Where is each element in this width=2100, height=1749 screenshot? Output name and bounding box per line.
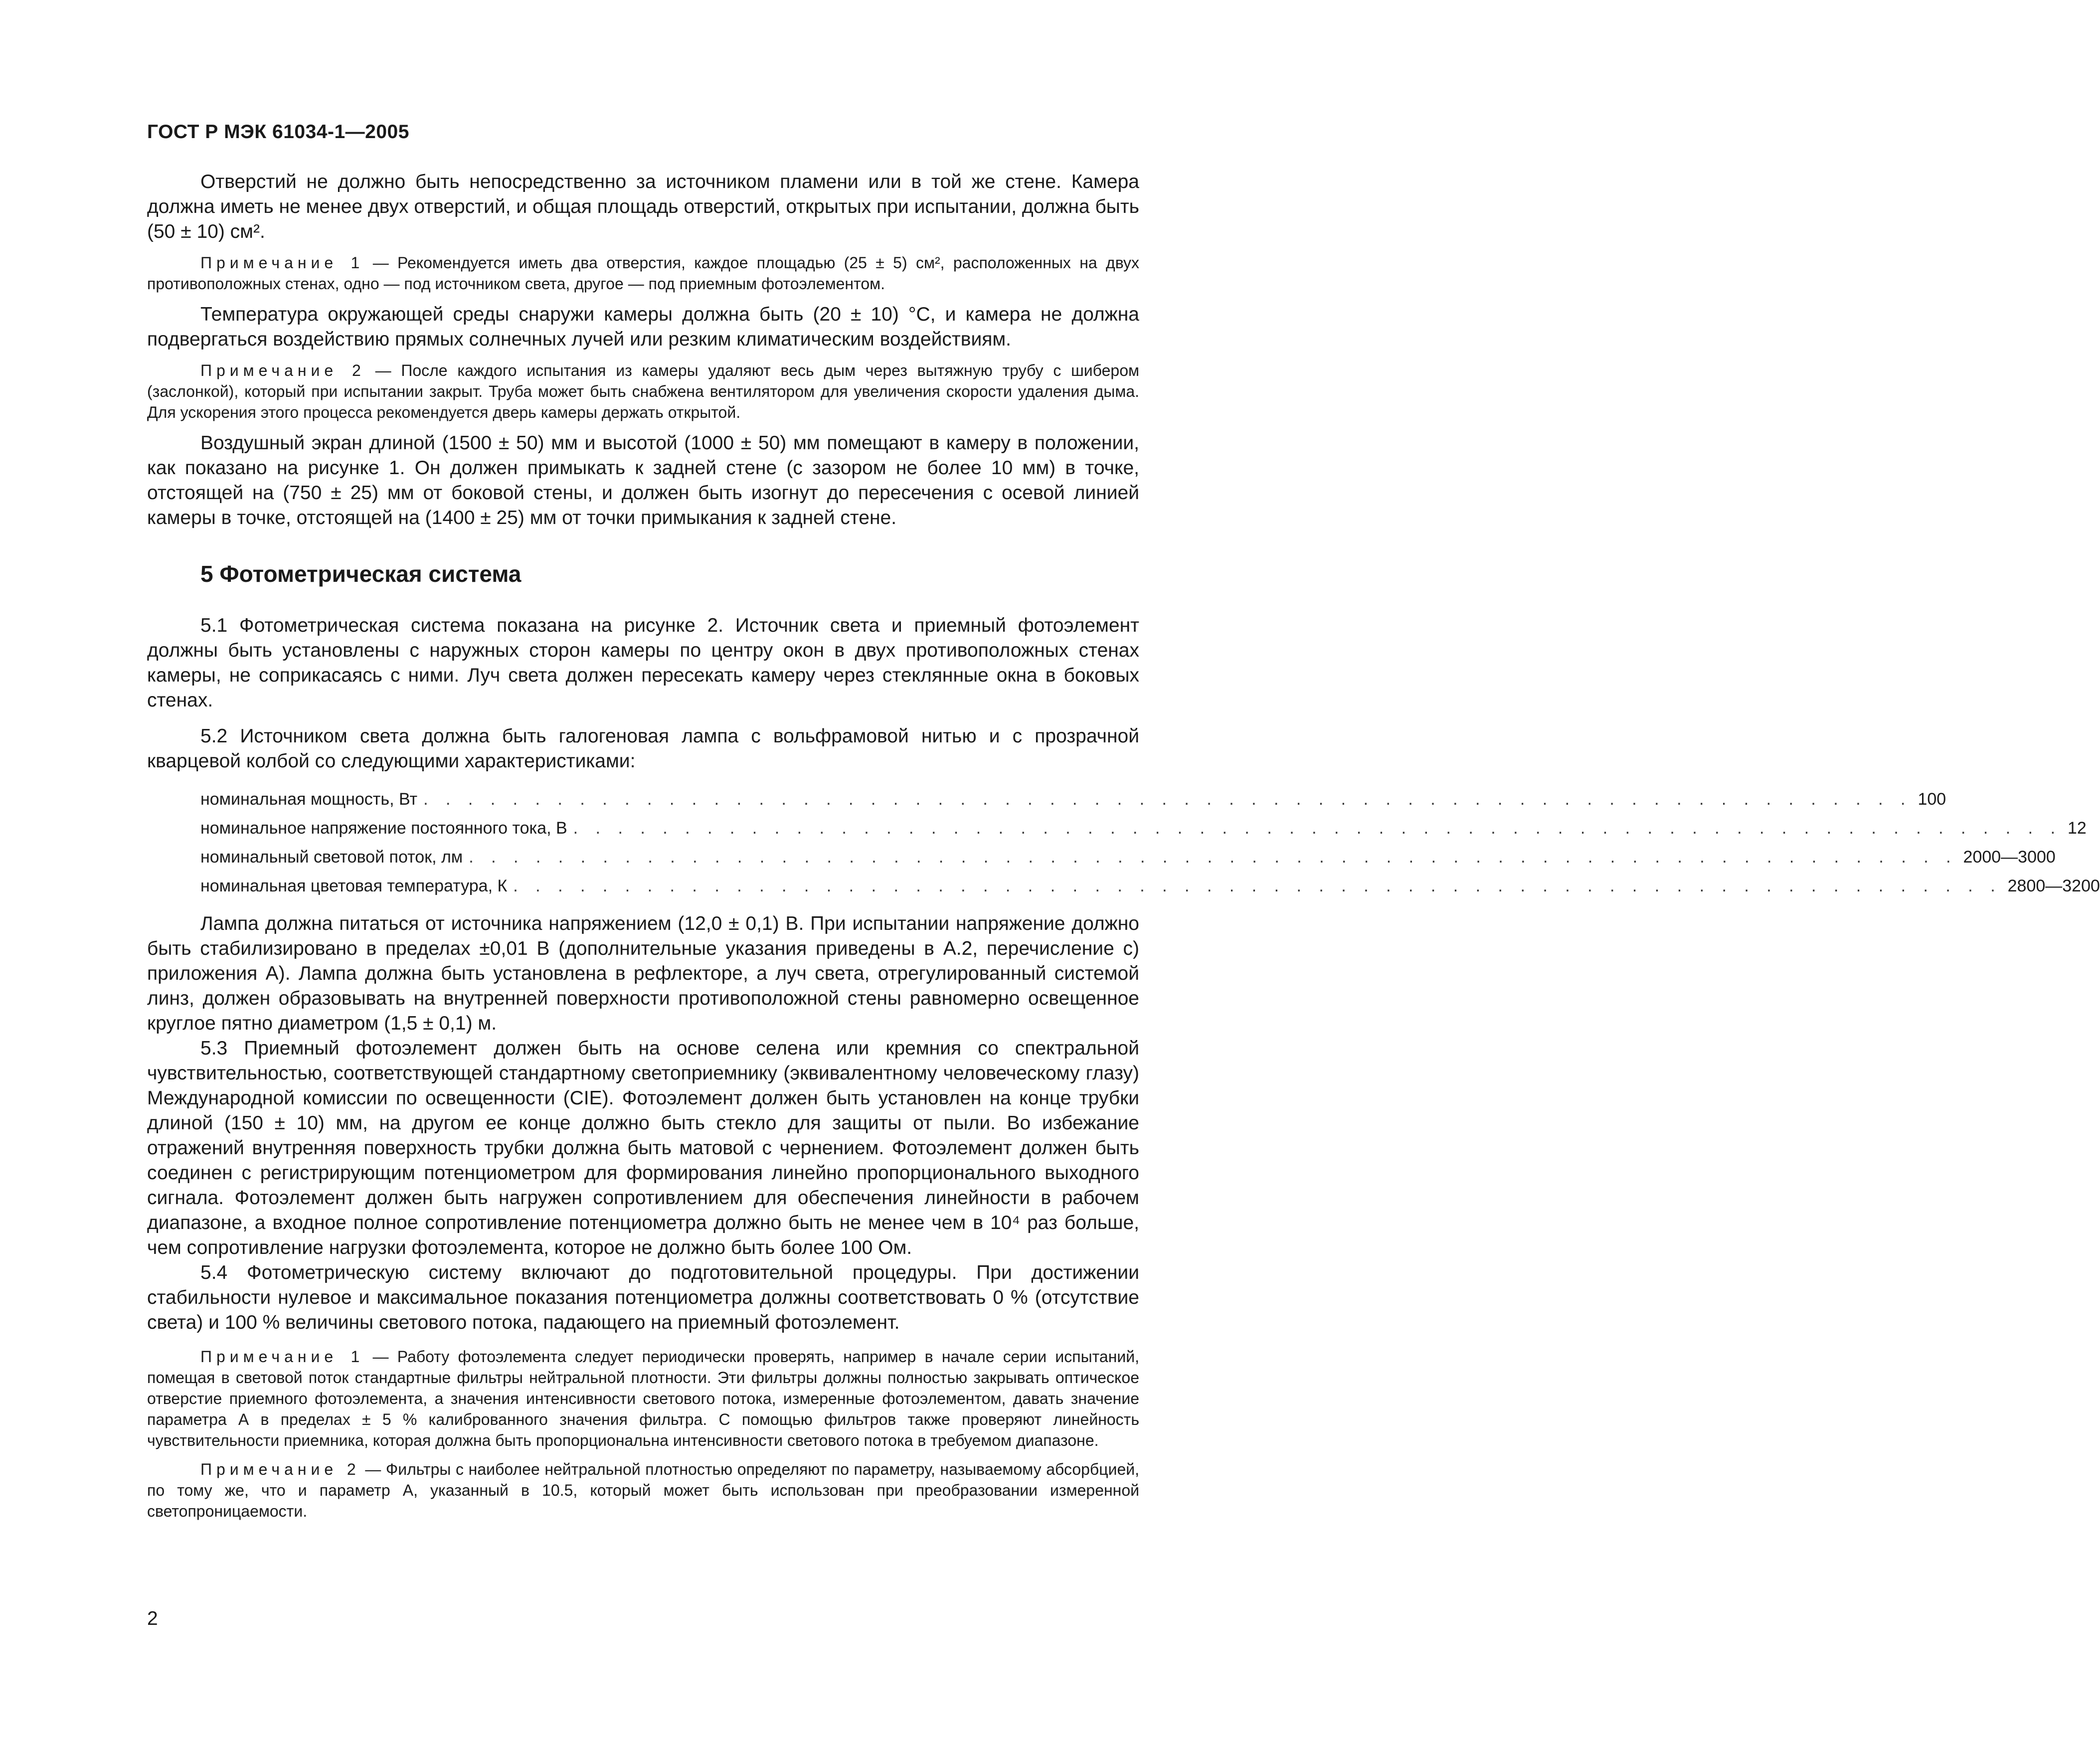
spec-row	[200, 843, 2056, 872]
spec-row	[200, 814, 2087, 843]
page-number: 2	[147, 1608, 158, 1629]
paragraph-lamp-power: Лампа должна питаться от источника напряжением (12,0 ± 0,1) В. При испытании напряжение должно быть стабилизировано в пределах ±0,01 В (дополнительные указания приведены в А.2, перечисление с) приложения А). Лампа должна быть установлена в рефлекторе, а луч света, отрегулированный системой линз, должен образовывать на внутренней поверхности противоположной стены равномерно освещенное круглое пятно диаметром (1,5 ± 0,1) м.	[147, 913, 1139, 1034]
clause-5-2: 5.2 Источником света должна быть галогеновая лампа с вольфрамовой нитью и с прозрачной кварцевой колбой со следующими характеристиками:	[147, 725, 1139, 772]
page-body	[147, 170, 2100, 1522]
lamp-spec-list	[147, 785, 2100, 900]
spec-label: номинальный световой поток, лм	[200, 848, 463, 867]
note-text: — После каждого испытания из камеры удаляют весь дым через вытяжную трубу с шибером (заслонкой), который при испытании закрыт. Труба может быть снабжена вентилятором для увеличения скорости удаления дыма. Для ускорения этого процесса рекомендуется дверь камеры держать открытой.	[147, 361, 1140, 421]
spec-label: номинальная цветовая температура, К	[200, 876, 508, 895]
note-smoke-removal	[147, 360, 1139, 423]
spec-label: номинальное напряжение постоянного тока, В	[200, 819, 567, 838]
clause-5-3: 5.3 Приемный фотоэлемент должен быть на основе селена или кремния со спектральной чувствительностью, соответствующей стандартному светоприемнику (эквивалентному человеческому глазу) Международной комиссии по освещенности (CIE). Фотоэлемент должен быть установлен на конце трубки длиной (150 ± 10) мм, на другом ее конце должно быть стекло для защиты от пыли. Во избежание отражений внутренняя поверхность трубки должна быть матовой с чернением. Фотоэлемент должен быть соединен с регистрирующим потенциометром для формирования линейно пропорционального выходного сигнала. Фотоэлемент должен быть нагружен сопротивлением для обеспечения линейности в рабочем диапазоне, а входное полное сопротивление потенциометра должно быть не менее чем в 10⁴ раз больше, чем сопротивление нагрузки фотоэлемента, которое не должно быть более 100 Ом.	[147, 1038, 1139, 1258]
document-header: ГОСТ Р МЭК 61034-1—2005	[147, 121, 409, 143]
leader-dots: . . . . . . . . . . . . . . . . . . . . . . . . . . . . . . . . . . . . . . . . . . . . . . . . . . . . . . . . . . . . . . . . . . .	[513, 876, 2002, 895]
leader-dots: . . . . . . . . . . . . . . . . . . . . . . . . . . . . . . . . . . . . . . . . . . . . . . . . . . . . . . . . . . . . . . . . . . .	[423, 790, 1912, 809]
note-filters	[147, 1459, 1139, 1522]
paragraph-temperature: Температура окружающей среды снаружи камеры должна быть (20 ± 10) °С, и камера не должна подвергаться воздействию прямых солнечных лучей или резким климатическим воздействиям.	[147, 304, 1139, 350]
clause-5-4: 5.4 Фотометрическую систему включают до подготовительной процедуры. При достижении стабильности нулевое и максимальное показания потенциометра должны соответствовать 0 % (отсутствие света) и 100 % величины светового потока, падающего на приемный фотоэлемент.	[147, 1262, 1139, 1333]
note-label: Примечание 2	[200, 361, 365, 379]
note-photocell-check	[147, 1346, 1139, 1451]
leader-dots: . . . . . . . . . . . . . . . . . . . . . . . . . . . . . . . . . . . . . . . . . . . . . . . . . . . . . . . . . . . . . . . . . . .	[469, 848, 1957, 867]
paragraph-openings: Отверстий не должно быть непосредственно за источником пламени или в той же стене. Камера должна иметь не менее двух отверстий, и общая площадь отверстий, открытых при испытании, должна быть (50 ± 10) см².	[147, 171, 1139, 242]
spec-value: 12	[2068, 819, 2087, 838]
note-label: Примечание 2	[200, 1460, 360, 1478]
spec-row	[200, 872, 2100, 900]
note-text: — Рекомендуется иметь два отверстия, каждое площадью (25 ± 5) см², расположенных на двух противоположных стенах, одно — под источником света, другое — под приемным фотоэлементом.	[147, 254, 1140, 293]
note-text: — Фильтры с наиболее нейтральной плотностью определяют по параметру, называемому абсорбцией, по тому же, что и параметр А, указанный в 10.5, который может быть использован при преобразовании измеренной светопроницаемости.	[147, 1460, 1140, 1520]
paragraph-air-screen: Воздушный экран длиной (1500 ± 50) мм и высотой (1000 ± 50) мм помещают в камеру в положении, как показано на рисунке 1. Он должен примыкать к задней стене (с зазором не более 10 мм) в точке, отстоящей на (750 ± 25) мм от боковой стены, и должен быть изогнут до пересечения с осевой линией камеры в точке, отстоящей на (1400 ± 25) мм от точки примыкания к задней стене.	[147, 432, 1139, 528]
spec-value: 2000—3000	[1963, 848, 2056, 867]
section-heading: 5 Фотометрическая система	[200, 561, 522, 587]
note-openings	[147, 252, 1139, 294]
spec-value: 100	[1918, 790, 1946, 809]
note-label: Примечание 1	[200, 1348, 364, 1366]
note-text: — Работу фотоэлемента следует периодически проверять, например в начале серии испытаний, помещая в световой поток стандартные фильтры нейтральной плотности. Эти фильтры должны полностью закрывать оптическое отверстие приемного фотоэлемента, а значения интенсивности светового потока, измеренные фотоэлементом, давать значение параметра А в пределах ± 5 % калиброванного значения фильтра. С помощью фильтров также проверяют линейность чувствительности приемника, которая должна быть пропорциональна интенсивности светового потока в требуемом диапазоне.	[147, 1348, 1140, 1449]
spec-row	[200, 785, 1946, 814]
clause-5-1: 5.1 Фотометрическая система показана на рисунке 2. Источник света и приемный фотоэлемент должны быть установлены с наружных сторон камеры по центру окон в двух противоположных стенах камеры, не соприкасаясь с ними. Луч света должен пересекать камеру через стеклянные окна в боковых стенах.	[147, 615, 1139, 711]
leader-dots: . . . . . . . . . . . . . . . . . . . . . . . . . . . . . . . . . . . . . . . . . . . . . . . . . . . . . . . . . . . . . . . . . . .	[573, 819, 2062, 838]
spec-value: 2800—3200	[2007, 876, 2100, 895]
spec-label: номинальная мощность, Вт	[200, 790, 418, 809]
note-label: Примечание 1	[200, 254, 364, 272]
